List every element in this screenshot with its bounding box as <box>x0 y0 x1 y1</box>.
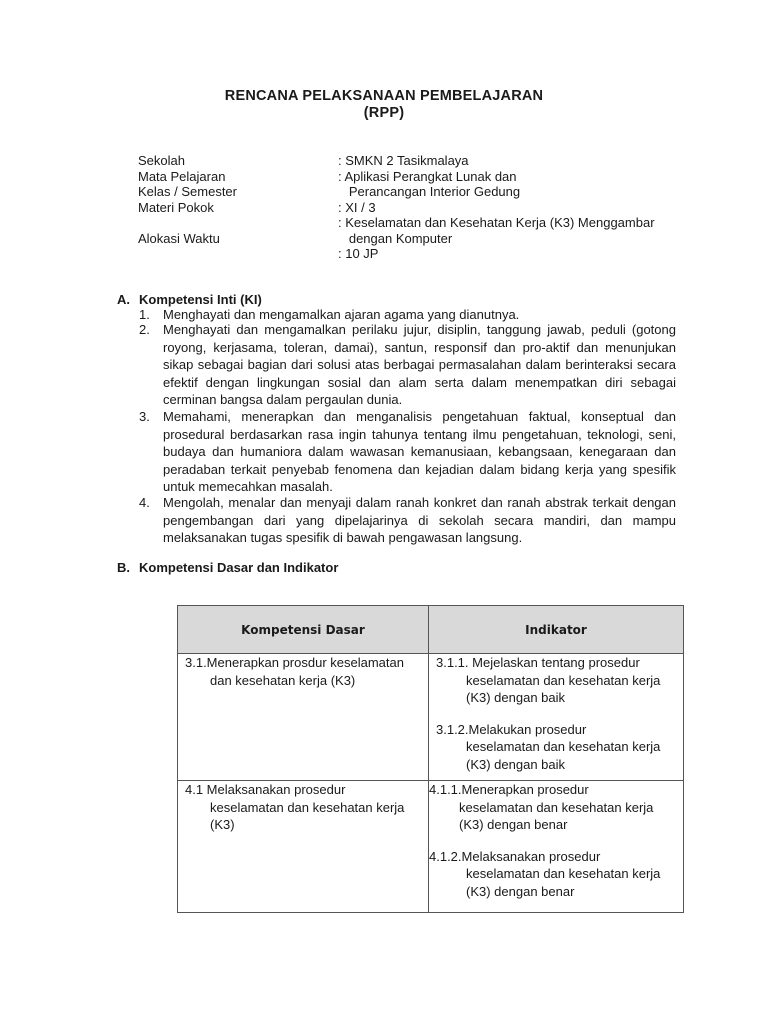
document-title: RENCANA PELAKSANAAN PEMBELAJARAN <box>224 88 544 104</box>
label-sekolah: Sekolah <box>138 153 185 168</box>
label-alokasi-waktu: Alokasi Waktu <box>138 230 220 246</box>
value-mapel-line2: Perancangan Interior Gedung <box>338 184 521 199</box>
value-materi-line1: : Keselamatan dan Kesehatan Kerja (K3) Menggambar <box>338 215 655 230</box>
ki-item-text: Mengolah, menalar dan menyaji dalam ranah konkret dan ranah abstrak terkait dengan pengembangan dari yang dipelajarinya di sekolah secara mandiri, dan mampu melaksanakan tugas spesifik di bawah pengawasan langsung. <box>163 495 676 545</box>
table-row <box>178 654 684 781</box>
value-alokasi: : 10 JP <box>338 246 379 261</box>
identity-values <box>338 153 698 262</box>
label-kelas-semester: Kelas / Semester <box>138 184 237 199</box>
kd-text: 4.1 Melaksanakan prosedur keselamatan dan kesehatan kerja (K3) <box>185 782 405 832</box>
kd-indikator-table <box>177 605 684 913</box>
indicator-cell <box>429 654 684 781</box>
header-kompetensi-dasar: Kompetensi Dasar <box>178 606 429 654</box>
table-row <box>178 781 684 913</box>
ki-number: 3. <box>139 409 150 424</box>
indicator-text: 4.1.2.Melaksanakan prosedur keselamatan dan kesehatan kerja (K3) dengan benar <box>429 848 661 899</box>
identity-labels <box>138 153 328 246</box>
ki-item-text: Menghayati dan mengamalkan perilaku jujur, disiplin, tanggung jawab, peduli (gotong royong, kerjasama, toleran, damai), santun, responsif dan pro-aktif dan menunjukan sikap sebagai bagian dari solusi atas berbagai permasalahan dalam berinteraksi secara efektif dengan lingkungan sosial dan alam serta dalam menempatkan diri sebagai cerminan bangsa dalam pergaulan dunia. <box>163 322 676 407</box>
ki-number: 1. <box>139 307 150 322</box>
kd-cell <box>178 781 429 913</box>
label-mata-pelajaran: Mata Pelajaran <box>138 168 226 184</box>
indicator-text: 3.1.1. Mejelaskan tentang prosedur keselamatan dan kesehatan kerja (K3) dengan baik <box>436 655 661 705</box>
indicator-cell <box>429 781 684 913</box>
section-b-letter: B. <box>117 560 130 575</box>
value-kelas: : XI / 3 <box>338 199 376 215</box>
section-a-letter: A. <box>117 292 130 307</box>
kd-text: 3.1.Menerapkan prosdur keselamatan dan kesehatan kerja (K3) <box>185 655 404 688</box>
ki-number: 2. <box>139 322 150 337</box>
header-indikator: Indikator <box>429 606 684 654</box>
section-b-heading: Kompetensi Dasar dan Indikator <box>139 560 339 575</box>
ki-number: 4. <box>139 495 150 510</box>
section-a-heading: Kompetensi Inti (KI) <box>139 292 262 307</box>
label-materi-pokok: Materi Pokok <box>138 199 214 215</box>
indicator-text: 4.1.1.Menerapkan prosedur keselamatan dan kesehatan kerja (K3) dengan benar <box>429 782 654 832</box>
indicator-text: 3.1.2.Melakukan prosedur keselamatan dan kesehatan kerja (K3) dengan baik <box>436 721 661 772</box>
value-materi-line2: dengan Komputer <box>338 230 453 246</box>
kd-cell <box>178 654 429 781</box>
table-header-row <box>178 606 684 654</box>
ki-item-text: Memahami, menerapkan dan menganalisis pengetahuan faktual, konseptual dan prosedural berdasarkan rasa ingin tahunya tentang ilmu pengetahuan, teknologi, seni, budaya dan humaniora dalam wawasan kemanusiaan, kebangsaan, kenegaraan dan peradaban terkait penyebab fenomena dan kejadian dalam bidang kerja yang spesifik untuk memecahkan masalah. <box>163 409 676 494</box>
label-blank <box>138 215 328 231</box>
document-subtitle: (RPP) <box>363 105 405 121</box>
value-sekolah: : SMKN 2 Tasikmalaya <box>338 153 469 168</box>
value-mapel-line1: : Aplikasi Perangkat Lunak dan <box>338 168 517 184</box>
ki-item-text: Menghayati dan mengamalkan ajaran agama yang dianutnya. <box>163 307 520 322</box>
